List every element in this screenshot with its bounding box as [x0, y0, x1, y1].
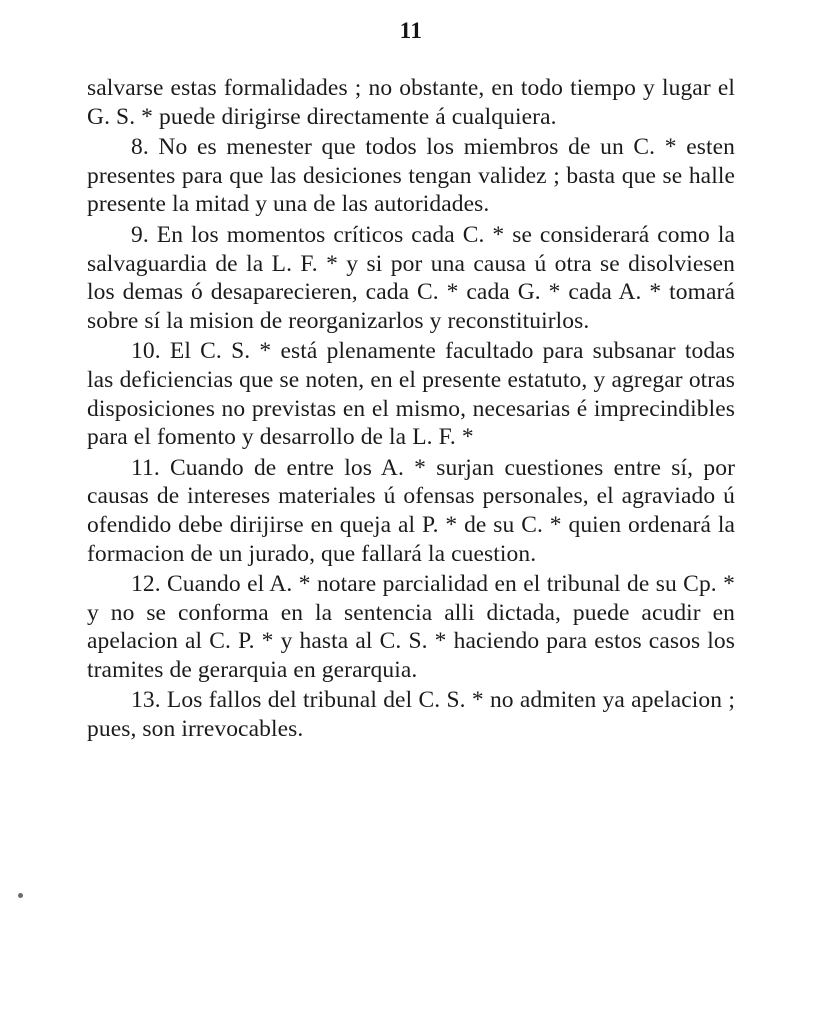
page-number: 11 — [399, 18, 423, 43]
paragraph-12: 12. Cuando el A. * notare parcialidad en el tribunal de su Cp. * y no se conforma en la sentencia alli dictada, puede acudir en apelacion al C. P. * y hasta al C. S. * haciendo para estos casos los tramites de gerarquia en gerarquia. — [87, 571, 735, 683]
document-body — [87, 74, 735, 744]
paragraph-8: 8. No es menester que todos los miembros de un C. * esten presentes para que las desiciones tengan validez ; basta que se halle presente la mitad y una de las autoridades. — [87, 134, 735, 218]
paragraph-13: 13. Los fallos del tribunal del C. S. * no admiten ya apelacion ; pues, son irrevocables. — [87, 687, 735, 743]
paragraph-11: 11. Cuando de entre los A. * surjan cuestiones entre sí, por causas de intereses materiales ú ofensas personales, el agraviado ú ofendido debe dirijirse en queja al P. * de su C. * quien ordenará la formacion de un jurado, que fallará la cuestion. — [87, 454, 735, 567]
paragraph-continuation: salvarse estas formalidades ; no obstante, en todo tiempo y lugar el G. S. * puede dirigirse directamente á cualquiera. — [87, 75, 735, 130]
paragraph-10: 10. El C. S. * está plenamente facultado para subsanar todas las deficiencias que se noten, en el presente estatuto, y agregar otras disposiciones no previstas en el mismo, necesarias é imprecindibles para el fomento y desarrollo de la L. F. * — [87, 338, 735, 451]
ink-speck — [18, 893, 23, 898]
paragraph-9: 9. En los momentos críticos cada C. * se considerará como la salvaguardia de la L. F. * y si por una causa ú otra se disolviesen los demas ó desaparecieren, cada C. * cada G. * cada A. * tomará sobre sí la mision de reorganizarlos y reconstituirlos. — [87, 221, 735, 334]
